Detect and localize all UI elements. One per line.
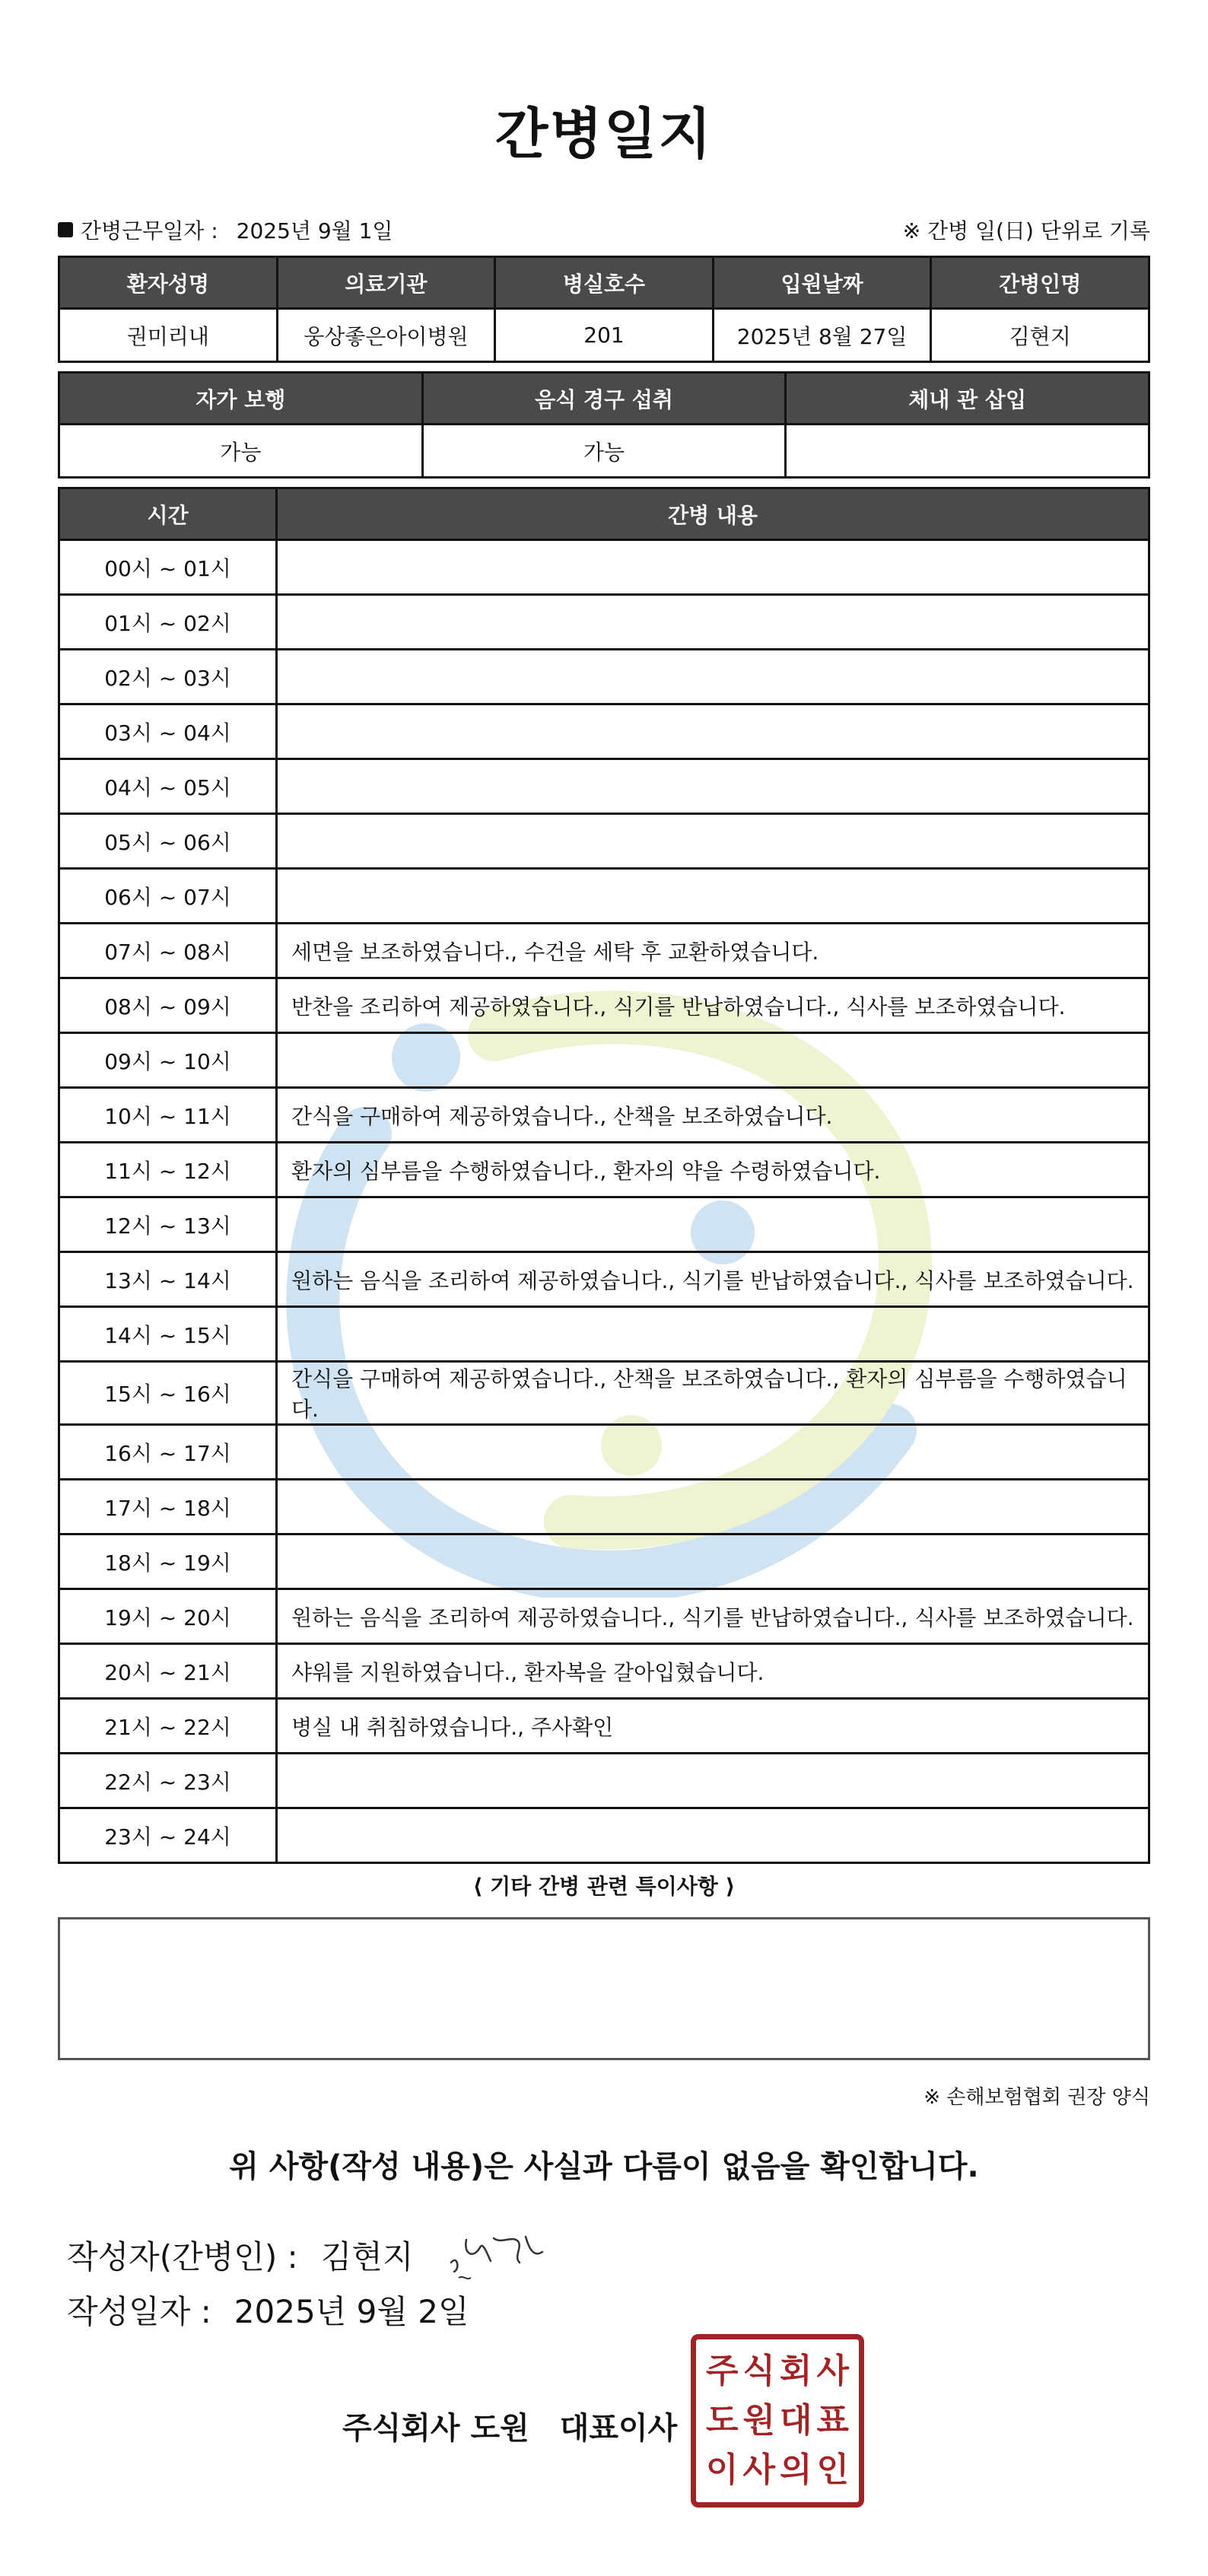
- time-cell: 09시 ~ 10시: [59, 1033, 277, 1088]
- tube-insertion-value: [786, 425, 1149, 478]
- care-content-cell: 원하는 음식을 조리하여 제공하였습니다., 식기를 반납하였습니다., 식사를 보조하였습니다.: [277, 1589, 1149, 1644]
- table-row: [59, 759, 1149, 814]
- care-content-cell: [277, 759, 1149, 814]
- care-content-cell: [277, 1480, 1149, 1534]
- header-room: 병실호수: [495, 257, 714, 309]
- seal-character: 사: [742, 2450, 775, 2489]
- time-cell: 12시 ~ 13시: [59, 1197, 277, 1252]
- seal-characters: [704, 2347, 851, 2495]
- time-cell: 00시 ~ 01시: [59, 540, 277, 595]
- work-date-label: 간병근무일자 :: [81, 218, 218, 243]
- time-cell: 01시 ~ 02시: [59, 595, 277, 650]
- time-cell: 03시 ~ 04시: [59, 704, 277, 759]
- table-row: [59, 1589, 1149, 1644]
- care-content-cell: [277, 595, 1149, 650]
- time-cell: 22시 ~ 23시: [59, 1754, 277, 1808]
- header-time: 시간: [59, 488, 277, 540]
- header-hospital: 의료기관: [277, 257, 495, 309]
- care-content-cell: [277, 1754, 1149, 1808]
- seal-character: 표: [816, 2400, 849, 2440]
- table-row: [59, 1425, 1149, 1480]
- care-content-cell: 간식을 구매하여 제공하였습니다., 산책을 보조하였습니다.: [277, 1088, 1149, 1143]
- time-cell: 07시 ~ 08시: [59, 924, 277, 978]
- header-tube-insertion: 체내 관 삽입: [786, 373, 1149, 425]
- time-cell: 04시 ~ 05시: [59, 759, 277, 814]
- time-cell: 02시 ~ 03시: [59, 650, 277, 704]
- time-cell: 15시 ~ 16시: [59, 1362, 277, 1425]
- time-cell: 16시 ~ 17시: [59, 1425, 277, 1480]
- seal-character: 식: [742, 2352, 775, 2391]
- table-row: [59, 924, 1149, 978]
- seal-character: 사: [816, 2352, 849, 2391]
- company-name: 주식회사 도원: [342, 2411, 529, 2446]
- care-content-cell: [277, 869, 1149, 924]
- seal-character: 주: [705, 2352, 739, 2391]
- care-content-cell: 반찬을 조리하여 제공하였습니다., 식기를 반납하였습니다., 식사를 보조하였습니다.: [277, 978, 1149, 1033]
- table-row: [59, 978, 1149, 1033]
- confirm-statement: 위 사항(작성 내용)은 사실과 다름이 없음을 확인합니다.: [229, 2149, 979, 2184]
- care-content-cell: [277, 1307, 1149, 1362]
- time-cell: 20시 ~ 21시: [59, 1644, 277, 1699]
- patient-name: 권미리내: [59, 309, 278, 362]
- caregiver-name: 김현지: [931, 309, 1149, 362]
- table-row: [59, 650, 1149, 704]
- table-row: [59, 814, 1149, 869]
- table-row: [59, 1088, 1149, 1143]
- care-content-cell: [277, 650, 1149, 704]
- company-title: 대표이사: [559, 2411, 678, 2446]
- work-date: [58, 215, 393, 245]
- meta-row: [58, 215, 1150, 245]
- care-content-cell: 환자의 심부름을 수행하였습니다., 환자의 약을 수령하였습니다.: [277, 1143, 1149, 1197]
- care-content-cell: [277, 1425, 1149, 1480]
- table-row: [59, 1143, 1149, 1197]
- care-content-cell: 원하는 음식을 조리하여 제공하였습니다., 식기를 반납하였습니다., 식사를 보조하였습니다.: [277, 1252, 1149, 1307]
- table-row: [59, 704, 1149, 759]
- table-row: [59, 1808, 1149, 1863]
- time-cell: 17시 ~ 18시: [59, 1480, 277, 1534]
- time-cell: 08시 ~ 09시: [59, 978, 277, 1033]
- time-cell: 13시 ~ 14시: [59, 1252, 277, 1307]
- table-row: [59, 1699, 1149, 1754]
- care-content-cell: [277, 1197, 1149, 1252]
- time-cell: 06시 ~ 07시: [59, 869, 277, 924]
- header-patient-name: 환자성명: [59, 257, 278, 309]
- time-cell: 18시 ~ 19시: [59, 1534, 277, 1589]
- care-content-cell: [277, 704, 1149, 759]
- ability-table: [58, 371, 1150, 479]
- writer-line: [67, 2225, 558, 2285]
- seal-character: 이: [705, 2450, 739, 2489]
- table-row: [59, 1033, 1149, 1088]
- writer-label: 작성자(간병인) :: [67, 2238, 298, 2275]
- company-line: [342, 2404, 677, 2447]
- care-log-table: [58, 487, 1150, 1864]
- table-row: [59, 1197, 1149, 1252]
- time-cell: 14시 ~ 15시: [59, 1307, 277, 1362]
- time-cell: 10시 ~ 11시: [59, 1088, 277, 1143]
- care-content-cell: [277, 1808, 1149, 1863]
- table-row: [59, 1644, 1149, 1699]
- remarks-box: [58, 1917, 1150, 2060]
- care-content-cell: 병실 내 취침하였습니다., 주사확인: [277, 1699, 1149, 1754]
- work-date-value: 2025년 9월 1일: [236, 218, 393, 243]
- seal-character: 회: [779, 2352, 812, 2391]
- table-row: [59, 869, 1149, 924]
- admission-date: 2025년 8월 27일: [713, 309, 931, 362]
- writer-name: 김현지: [320, 2238, 414, 2275]
- table-row: [59, 1362, 1149, 1425]
- daily-note: ※ 간병 일(日) 단위로 기록: [902, 218, 1150, 243]
- remarks-title: ⟨ 기타 간병 관련 특이사항 ⟩: [472, 1874, 736, 1899]
- care-content-cell: [277, 814, 1149, 869]
- seal-character: 인: [816, 2450, 849, 2489]
- header-admission-date: 입원날짜: [713, 257, 931, 309]
- seal-character: 대: [779, 2400, 812, 2440]
- care-content-cell: [277, 540, 1149, 595]
- patient-info-table: [58, 256, 1150, 363]
- table-row: [59, 595, 1149, 650]
- company-seal-stamp: [691, 2334, 864, 2508]
- header-caregiver: 간병인명: [931, 257, 1149, 309]
- header-care-content: 간병 내용: [277, 488, 1149, 540]
- care-content-cell: 샤워를 지원하였습니다., 환자복을 갈아입혔습니다.: [277, 1644, 1149, 1699]
- page-title: 간병일지: [494, 102, 714, 166]
- table-row: [59, 1480, 1149, 1534]
- table-row: [59, 1252, 1149, 1307]
- written-date-line: [67, 2287, 469, 2333]
- time-cell: 19시 ~ 20시: [59, 1589, 277, 1644]
- care-content-cell: 세면을 보조하였습니다., 수건을 세탁 후 교환하였습니다.: [277, 924, 1149, 978]
- written-date-value: 2025년 9월 2일: [234, 2293, 469, 2330]
- care-content-cell: 간식을 구매하여 제공하였습니다., 산책을 보조하였습니다., 환자의 심부름을 수행하였습니다.: [277, 1362, 1149, 1425]
- header-walking: 자가 보행: [59, 373, 423, 425]
- care-content-cell: [277, 1534, 1149, 1589]
- room-number: 201: [495, 309, 714, 362]
- time-cell: 21시 ~ 22시: [59, 1699, 277, 1754]
- table-row: [59, 1534, 1149, 1589]
- care-content-cell: [277, 1033, 1149, 1088]
- seal-character: 도: [705, 2400, 739, 2440]
- seal-character: 원: [742, 2400, 775, 2440]
- table-row: [59, 540, 1149, 595]
- square-bullet-icon: [58, 222, 73, 237]
- recommend-note: ※ 손해보험협회 권장 양식: [923, 2086, 1150, 2109]
- hospital: 웅상좋은아이병원: [277, 309, 495, 362]
- time-cell: 11시 ~ 12시: [59, 1143, 277, 1197]
- time-cell: 23시 ~ 24시: [59, 1808, 277, 1863]
- seal-character: 의: [779, 2450, 812, 2489]
- table-row: [59, 1754, 1149, 1808]
- written-date-label: 작성일자 :: [67, 2293, 211, 2330]
- handwritten-signature: [443, 2225, 558, 2285]
- header-oral-intake: 음식 경구 섭취: [422, 373, 786, 425]
- time-cell: 05시 ~ 06시: [59, 814, 277, 869]
- table-row: [59, 1307, 1149, 1362]
- walking-value: 가능: [59, 425, 423, 478]
- oral-intake-value: 가능: [422, 425, 786, 478]
